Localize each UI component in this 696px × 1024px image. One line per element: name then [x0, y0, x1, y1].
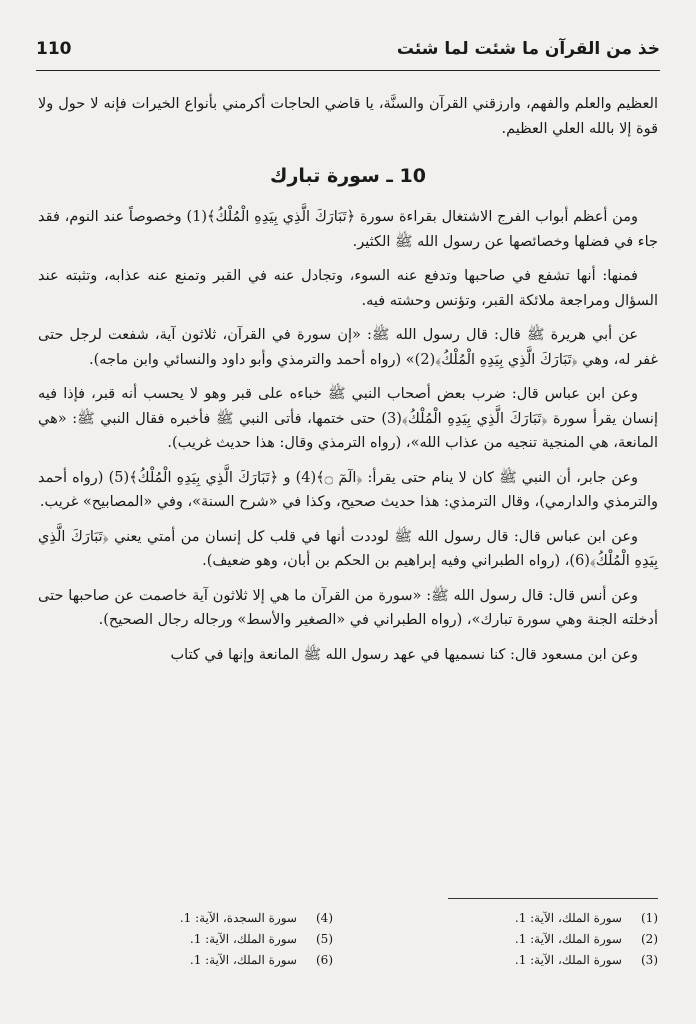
footnote: [38, 908, 333, 929]
footnote-text: سورة الملك، الآية: 1.: [514, 932, 622, 946]
footnote-text: سورة الملك، الآية: 1.: [189, 932, 297, 946]
page-header: [36, 30, 660, 68]
footnote: [363, 950, 658, 971]
body-paragraph: وعن جابر، أن النبي ﷺ كان لا ينام حتى يقرأ: ﴿الٓمٓ ۝﴾(4) و ﴿تَبَارَكَ الَّذِي بِيَدِهِ الْمُلْكُ﴾(5) (رواه أحمد والترمذي والدارمي)، وقال الترمذي: هذا حديث صحيح، وكذا في «شرح السنة»، وفي «المصابيح» غريب.: [38, 469, 658, 510]
body-paragraph: فمنها: أنها تشفع في صاحبها وتدفع عنه السوء، وتجادل عنه في القبر وتمنع عنه عذابه، وتثبته عند السؤال ومراجعة ملائكة القبر، وتؤنس وحشته فيه.: [38, 268, 658, 309]
header-divider: [36, 70, 660, 71]
footnote: [38, 950, 333, 971]
page-body: [38, 92, 658, 677]
page-number: 110: [36, 39, 72, 59]
footnote: [363, 929, 658, 950]
body-paragraph: وعن أنس قال: قال رسول الله ﷺ: «سورة من القرآن ما هي إلا ثلاثون آية خاصمت عن صاحبها حتى أدخلته الجنة وهي سورة تبارك»، (رواه الطبراني في «الصغير والأسط» ورجاله رجال الصحيح).: [38, 587, 658, 628]
footnote-number: (1): [640, 911, 658, 925]
body-paragraph: وعن ابن مسعود قال: كنا نسميها في عهد رسول الله ﷺ المانعة وإنها في كتاب: [170, 646, 638, 663]
footnote-number: (3): [640, 953, 658, 967]
footnote-text: سورة السجدة، الآية: 1.: [179, 911, 297, 925]
footnote: [38, 929, 333, 950]
footnotes: [38, 908, 658, 971]
footnote-number: (5): [315, 932, 333, 946]
footnote-number: (6): [315, 953, 333, 967]
body-paragraph: عن أبي هريرة ﷺ قال: قال رسول الله ﷺ: «إن سورة في القرآن، ثلاثون آية، شفعت لرجل حتى غفر له، وهي ﴿تَبَارَكَ الَّذِي بِيَدِهِ الْمُلْكُ﴾(2)» (رواه أحمد والترمذي وأبو داود والنسائي وابن ماجه).: [38, 327, 658, 368]
footnote-number: (2): [640, 932, 658, 946]
footnote-text: سورة الملك، الآية: 1.: [189, 953, 297, 967]
footnote-divider: [448, 898, 658, 899]
section-title: 10 ـ سورة تبارك: [270, 165, 426, 187]
intro-paragraph: العظيم والعلم والفهم، وارزقني القرآن والسنَّة، يا قاضي الحاجات أكرمني بأنواع الخيرات فإنه لا حول ولا قوة إلا بالله العلي العظيم.: [38, 96, 658, 137]
footnote: [363, 908, 658, 929]
footnote-text: سورة الملك، الآية: 1.: [514, 911, 622, 925]
running-title: خذ من القرآن ما شئت لما شئت: [396, 39, 660, 59]
footnote-number: (4): [315, 911, 333, 925]
body-paragraph: ومن أعظم أبواب الفرج الاشتغال بقراءة سورة ﴿تَبَارَكَ الَّذِي بِيَدِهِ الْمُلْكُ﴾(1) وخصوصاً عند النوم، فقد جاء في فضلها وخصائصها عن رسول الله ﷺ الكثير.: [38, 209, 658, 250]
body-paragraph: وعن ابن عباس قال: قال رسول الله ﷺ لوددت أنها في قلب كل إنسان من أمتي يعني ﴿تَبَارَكَ الَّذِي بِيَدِهِ الْمُلْكُ﴾(6)، (رواه الطبراني وفيه إبراهيم بن الحكم بن أبان، وهو ضعيف).: [38, 528, 658, 569]
footnote-text: سورة الملك، الآية: 1.: [514, 953, 622, 967]
body-paragraph: وعن ابن عباس قال: ضرب بعض أصحاب النبي ﷺ خباءه على قبر وهو لا يحسب أنه قبر، فإذا فيه إنسان يقرأ سورة ﴿تَبَارَكَ الَّذِي بِيَدِهِ الْمُلْكُ﴾(3) حتى ختمها، فأتى النبي ﷺ فأخبره فقال النبي ﷺ: «هي المانعة، هي المنجية تنجيه من عذاب الله»، (رواه الترمذي وقال: هذا حديث غريب).: [38, 386, 658, 451]
